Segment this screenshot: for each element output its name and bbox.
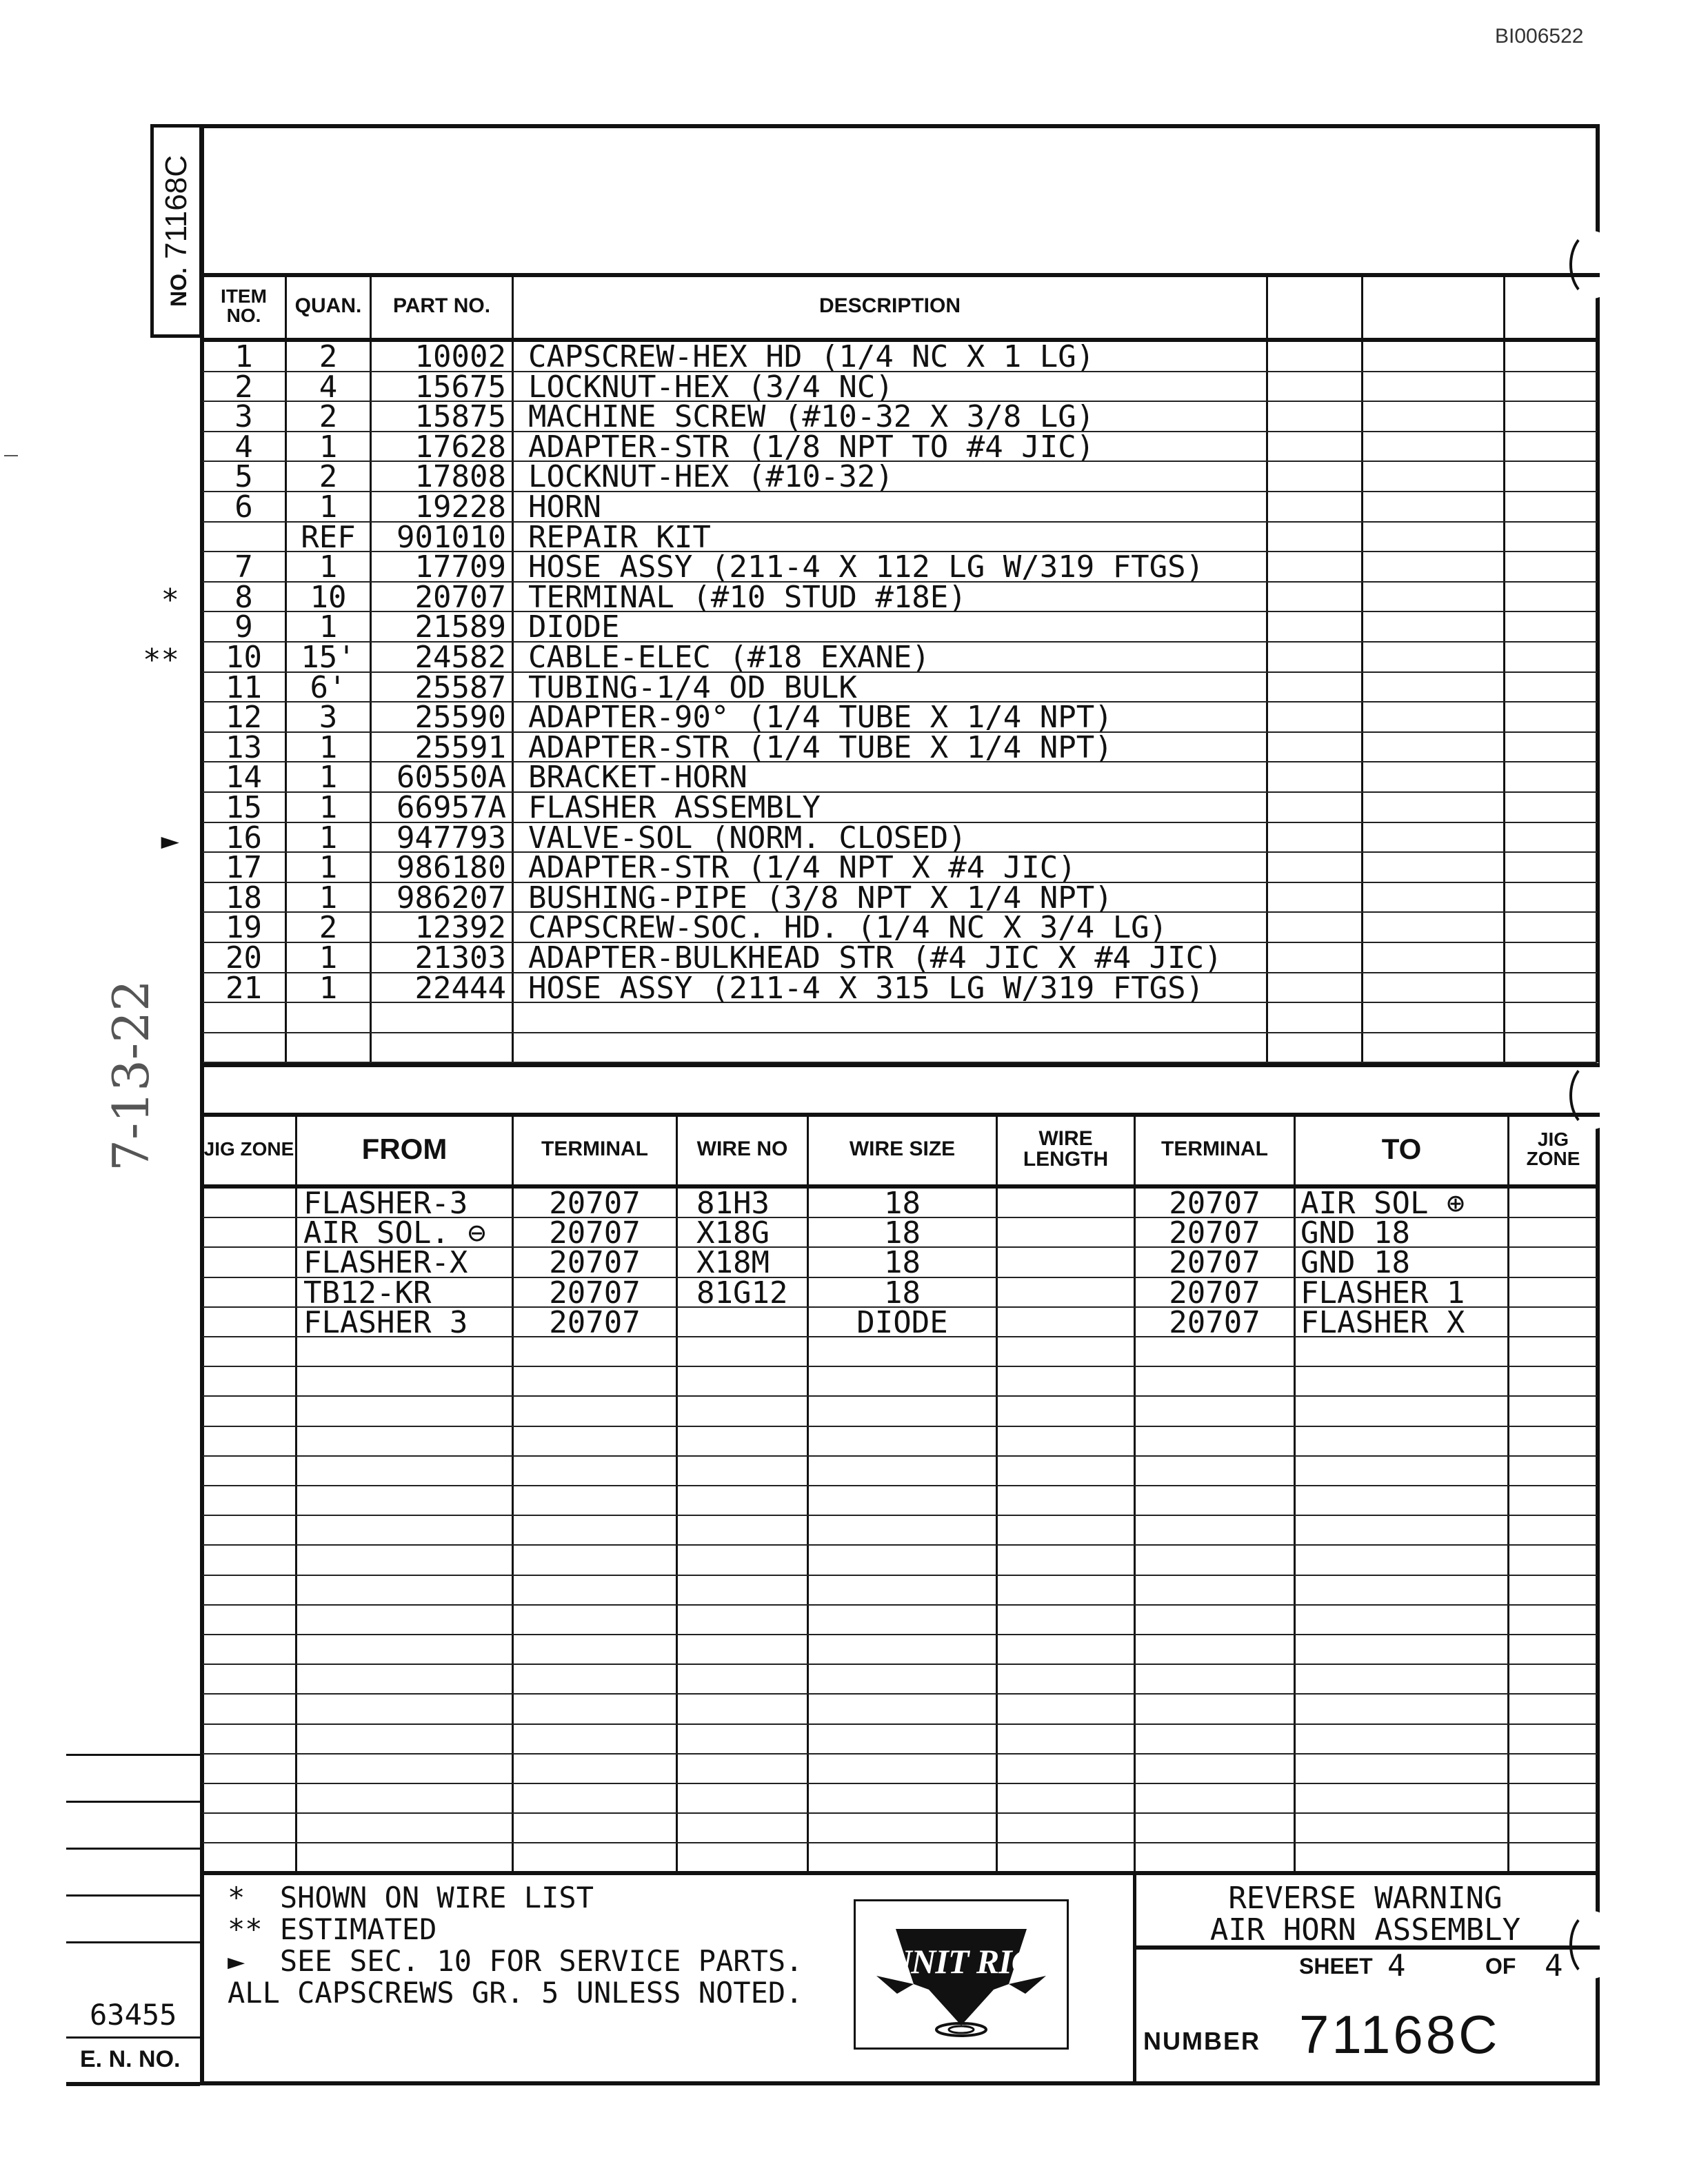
part-quantity: 1	[319, 820, 338, 856]
wire-row-rule	[203, 1812, 1597, 1814]
wire-row-rule	[203, 1544, 1597, 1546]
part-quantity: 2	[319, 339, 338, 374]
wire-size: DIODE	[856, 1305, 948, 1340]
part-quantity: 1	[319, 549, 338, 585]
wire-to: AIR SOL ⊕	[1300, 1186, 1465, 1221]
wire-terminal-from: 20707	[549, 1305, 641, 1340]
part-description: BUSHING-PIPE (3/8 NPT X 1/4 NPT)	[528, 880, 1113, 916]
part-quantity: 6'	[310, 670, 347, 705]
of-label: OF	[1485, 1954, 1516, 1979]
part-description: CABLE-ELEC (#18 EXANE)	[528, 640, 930, 675]
part-quantity: 1	[319, 609, 338, 645]
wire-terminal-to: 20707	[1169, 1245, 1260, 1280]
part-quantity: 2	[319, 459, 338, 494]
wire-terminal-to: 20707	[1169, 1186, 1260, 1221]
part-description: TERMINAL (#10 STUD #18E)	[528, 580, 967, 615]
part-item-no: 13	[225, 730, 262, 765]
wire-row-rule	[203, 1395, 1597, 1397]
en-rule	[66, 1941, 200, 1943]
part-number: 901010	[396, 520, 506, 555]
drawing-number-value: 71168C	[159, 155, 193, 259]
part-quantity: 1	[319, 790, 338, 825]
part-margin-mark: *	[161, 583, 179, 618]
part-description: BRACKET-HORN	[528, 760, 747, 795]
wire-row-rule	[203, 1753, 1597, 1755]
part-margin-mark: **	[143, 643, 179, 678]
part-number: 15875	[414, 399, 506, 434]
parts-col-line	[1503, 273, 1505, 1063]
wire-size: 18	[884, 1186, 921, 1221]
part-item-no: 1	[234, 339, 253, 374]
en-rule	[66, 1848, 200, 1850]
header-item-no: ITEM NO.	[221, 285, 267, 326]
part-description: CAPSCREW-SOC. HD. (1/4 NC X 3/4 LG)	[528, 910, 1168, 945]
part-number: 21303	[414, 940, 506, 975]
number-label: NUMBER	[1143, 2027, 1260, 2055]
part-item-no: 12	[225, 700, 262, 735]
wire-row-rule	[203, 1426, 1597, 1427]
drawing-number-prefix: NO.	[166, 267, 191, 307]
wire-to: FLASHER X	[1300, 1305, 1465, 1340]
part-quantity: 1	[319, 850, 338, 885]
header-wire-size: WIRE SIZE	[849, 1138, 956, 1160]
header-jig-zone-left: JIG ZONE	[203, 1138, 294, 1160]
part-item-no: 19	[225, 910, 262, 945]
part-description: MACHINE SCREW (#10-32 X 3/8 LG)	[528, 399, 1095, 434]
wire-size: 18	[884, 1215, 921, 1251]
part-quantity: 3	[319, 700, 338, 735]
part-description: ADAPTER-90° (1/4 TUBE X 1/4 NPT)	[528, 700, 1113, 735]
en-value: 63455	[90, 1998, 177, 2032]
wire-to: FLASHER 1	[1300, 1275, 1465, 1311]
wire-row-rule	[203, 1515, 1597, 1516]
sheet-number: 4	[1387, 1948, 1406, 1983]
wire-col-line	[996, 1113, 998, 1871]
part-quantity: REF	[301, 520, 356, 555]
notes-top-rule	[200, 1871, 1600, 1875]
title-line-1: REVERSE WARNING	[1228, 1881, 1503, 1916]
part-item-no: 15	[225, 790, 262, 825]
drawing-number: 71168C	[1299, 2004, 1500, 2065]
parts-row-rule	[203, 1032, 1597, 1033]
part-item-no: 7	[234, 549, 253, 585]
wire-row-rule	[203, 1842, 1597, 1843]
wire-from: TB12-KR	[303, 1275, 432, 1311]
title-block-divider	[1133, 1871, 1136, 2085]
drawing-number-vertical	[159, 155, 194, 307]
header-from: FROM	[361, 1133, 448, 1165]
parts-col-line	[1266, 273, 1268, 1063]
part-quantity: 1	[319, 940, 338, 975]
part-number: 947793	[396, 820, 506, 856]
header-terminal-left: TERMINAL	[541, 1138, 648, 1160]
parts-col-line	[1361, 273, 1363, 1063]
part-description: ADAPTER-STR (1/4 NPT X #4 JIC)	[528, 850, 1076, 885]
header-jig-zone-right: JIG ZONE	[1526, 1129, 1580, 1169]
wire-row-rule	[203, 1723, 1597, 1725]
wire-row-rule	[203, 1366, 1597, 1367]
part-item-no: 11	[225, 670, 262, 705]
part-margin-mark: ►	[161, 823, 179, 858]
part-item-no: 8	[234, 580, 253, 615]
wire-terminal-to: 20707	[1169, 1215, 1260, 1251]
part-number: 12392	[414, 910, 506, 945]
part-number: 20707	[414, 580, 506, 615]
part-description: HOSE ASSY (211-4 X 112 LG W/319 FTGS)	[528, 549, 1205, 585]
en-rule	[66, 1754, 200, 1756]
note-3: ► SEE SEC. 10 FOR SERVICE PARTS.	[228, 1944, 803, 1978]
part-number: 17628	[414, 429, 506, 465]
en-rule	[66, 1894, 200, 1897]
wire-terminal-from: 20707	[549, 1215, 641, 1251]
part-description: CAPSCREW-HEX HD (1/4 NC X 1 LG)	[528, 339, 1095, 374]
header-description: DESCRIPTION	[818, 294, 961, 317]
wire-number: 81H3	[696, 1186, 770, 1221]
part-number: 17808	[414, 459, 506, 494]
wire-row-rule	[203, 1575, 1597, 1576]
part-description: ADAPTER-STR (1/4 TUBE X 1/4 NPT)	[528, 730, 1113, 765]
wire-col-line	[676, 1113, 678, 1871]
part-description: HOSE ASSY (211-4 X 315 LG W/319 FTGS)	[528, 971, 1205, 1006]
part-description: TUBING-1/4 OD BULK	[528, 670, 857, 705]
wire-terminal-from: 20707	[549, 1186, 641, 1221]
part-item-no: 14	[225, 760, 262, 795]
note-1: * SHOWN ON WIRE LIST	[228, 1881, 594, 1914]
wire-from: FLASHER 3	[303, 1305, 468, 1340]
part-item-no: 17	[225, 850, 262, 885]
part-number: 17709	[414, 549, 506, 585]
part-number: 986180	[396, 850, 506, 885]
wire-col-line	[295, 1113, 297, 1871]
part-quantity: 15'	[301, 640, 356, 675]
wire-col-line	[1294, 1113, 1296, 1871]
wire-from: FLASHER-3	[303, 1186, 468, 1221]
part-quantity: 10	[310, 580, 347, 615]
part-number: 22444	[414, 971, 506, 1006]
header-wire-no: WIRE NO	[696, 1138, 788, 1160]
part-description: LOCKNUT-HEX (#10-32)	[528, 459, 894, 494]
wire-row-rule	[203, 1634, 1597, 1635]
wire-row-rule	[203, 1783, 1597, 1784]
part-item-no: 4	[234, 429, 253, 465]
part-quantity: 4	[319, 370, 338, 405]
part-number: 21589	[414, 609, 506, 645]
parts-bottom-rule	[200, 1063, 1600, 1067]
wire-number: X18M	[696, 1245, 770, 1280]
part-quantity: 1	[319, 760, 338, 795]
part-item-no: 10	[225, 640, 262, 675]
part-description: ADAPTER-STR (1/8 NPT TO #4 JIC)	[528, 429, 1095, 465]
part-quantity: 1	[319, 489, 338, 525]
part-number: 25591	[414, 730, 506, 765]
wire-row-rule	[203, 1693, 1597, 1695]
part-description: LOCKNUT-HEX (3/4 NC)	[528, 370, 894, 405]
wire-size: 18	[884, 1245, 921, 1280]
part-quantity: 2	[319, 399, 338, 434]
wire-row-rule	[203, 1455, 1597, 1457]
part-item-no: 16	[225, 820, 262, 856]
binder-hole-top	[1569, 231, 1616, 299]
part-quantity: 1	[319, 971, 338, 1006]
wire-to: GND 18	[1300, 1245, 1410, 1280]
part-number: 986207	[396, 880, 506, 916]
wire-number: X18G	[696, 1215, 770, 1251]
wire-terminal-from: 20707	[549, 1245, 641, 1280]
title-line-2: AIR HORN ASSEMBLY	[1209, 1912, 1521, 1948]
wire-row-rule	[203, 1604, 1597, 1606]
part-item-no: 18	[225, 880, 262, 916]
wire-size: 18	[884, 1275, 921, 1311]
note-2: ** ESTIMATED	[228, 1912, 437, 1946]
part-quantity: 1	[319, 880, 338, 916]
part-number: 25587	[414, 670, 506, 705]
part-number: 19228	[414, 489, 506, 525]
part-item-no: 2	[234, 370, 253, 405]
header-terminal-right: TERMINAL	[1161, 1138, 1268, 1160]
sheet-total: 4	[1545, 1948, 1563, 1983]
part-item-no: 5	[234, 459, 253, 494]
wire-col-line	[1507, 1113, 1509, 1871]
document-id: BI006522	[1495, 25, 1584, 48]
part-quantity: 1	[319, 730, 338, 765]
wire-terminal-to: 20707	[1169, 1305, 1260, 1340]
part-quantity: 1	[319, 429, 338, 465]
en-rule	[66, 1801, 200, 1803]
part-description: VALVE-SOL (NORM. CLOSED)	[528, 820, 967, 856]
part-item-no: 6	[234, 489, 253, 525]
header-to: TO	[1381, 1133, 1422, 1165]
part-number: 15675	[414, 370, 506, 405]
parts-col-line	[512, 273, 514, 1063]
wire-number: 81G12	[696, 1275, 788, 1311]
wire-row-rule	[203, 1485, 1597, 1486]
wire-to: GND 18	[1300, 1215, 1410, 1251]
part-number: 60550A	[396, 760, 506, 795]
wire-terminal-from: 20707	[549, 1275, 641, 1311]
wire-from: FLASHER-X	[303, 1245, 468, 1280]
header-wire-length: WIRE LENGTH	[1023, 1127, 1109, 1171]
wire-row-rule	[203, 1664, 1597, 1665]
wire-terminal-to: 20707	[1169, 1275, 1260, 1311]
part-item-no: 3	[234, 399, 253, 434]
wire-from: AIR SOL. ⊖	[303, 1215, 486, 1251]
en-rule-bottom	[66, 2082, 200, 2086]
part-description: REPAIR KIT	[528, 520, 711, 555]
sheet-label: SHEET	[1299, 1954, 1373, 1979]
handwritten-date: 7-13-22	[102, 980, 160, 1171]
header-quan: QUAN.	[294, 294, 362, 317]
part-description: FLASHER ASSEMBLY	[528, 790, 821, 825]
part-description: ADAPTER-BULKHEAD STR (#4 JIC X #4 JIC)	[528, 940, 1223, 975]
en-label: E. N. NO.	[80, 2046, 181, 2072]
en-rule	[66, 2036, 200, 2039]
part-item-no: 20	[225, 940, 262, 975]
header-part-no: PART NO.	[392, 294, 491, 317]
part-description: HORN	[528, 489, 601, 525]
part-number: 25590	[414, 700, 506, 735]
unit-rig-logo	[854, 1899, 1069, 2050]
part-number: 66957A	[396, 790, 506, 825]
logo-text: UNIT RIG	[887, 1942, 1036, 1981]
part-quantity: 2	[319, 910, 338, 945]
part-description: DIODE	[528, 609, 620, 645]
margin-tick	[4, 455, 18, 456]
note-4: ALL CAPSCREWS GR. 5 UNLESS NOTED.	[228, 1976, 803, 2010]
part-item-no: 21	[225, 971, 262, 1006]
part-number: 24582	[414, 640, 506, 675]
part-number: 10002	[414, 339, 506, 374]
part-item-no: 9	[234, 609, 253, 645]
